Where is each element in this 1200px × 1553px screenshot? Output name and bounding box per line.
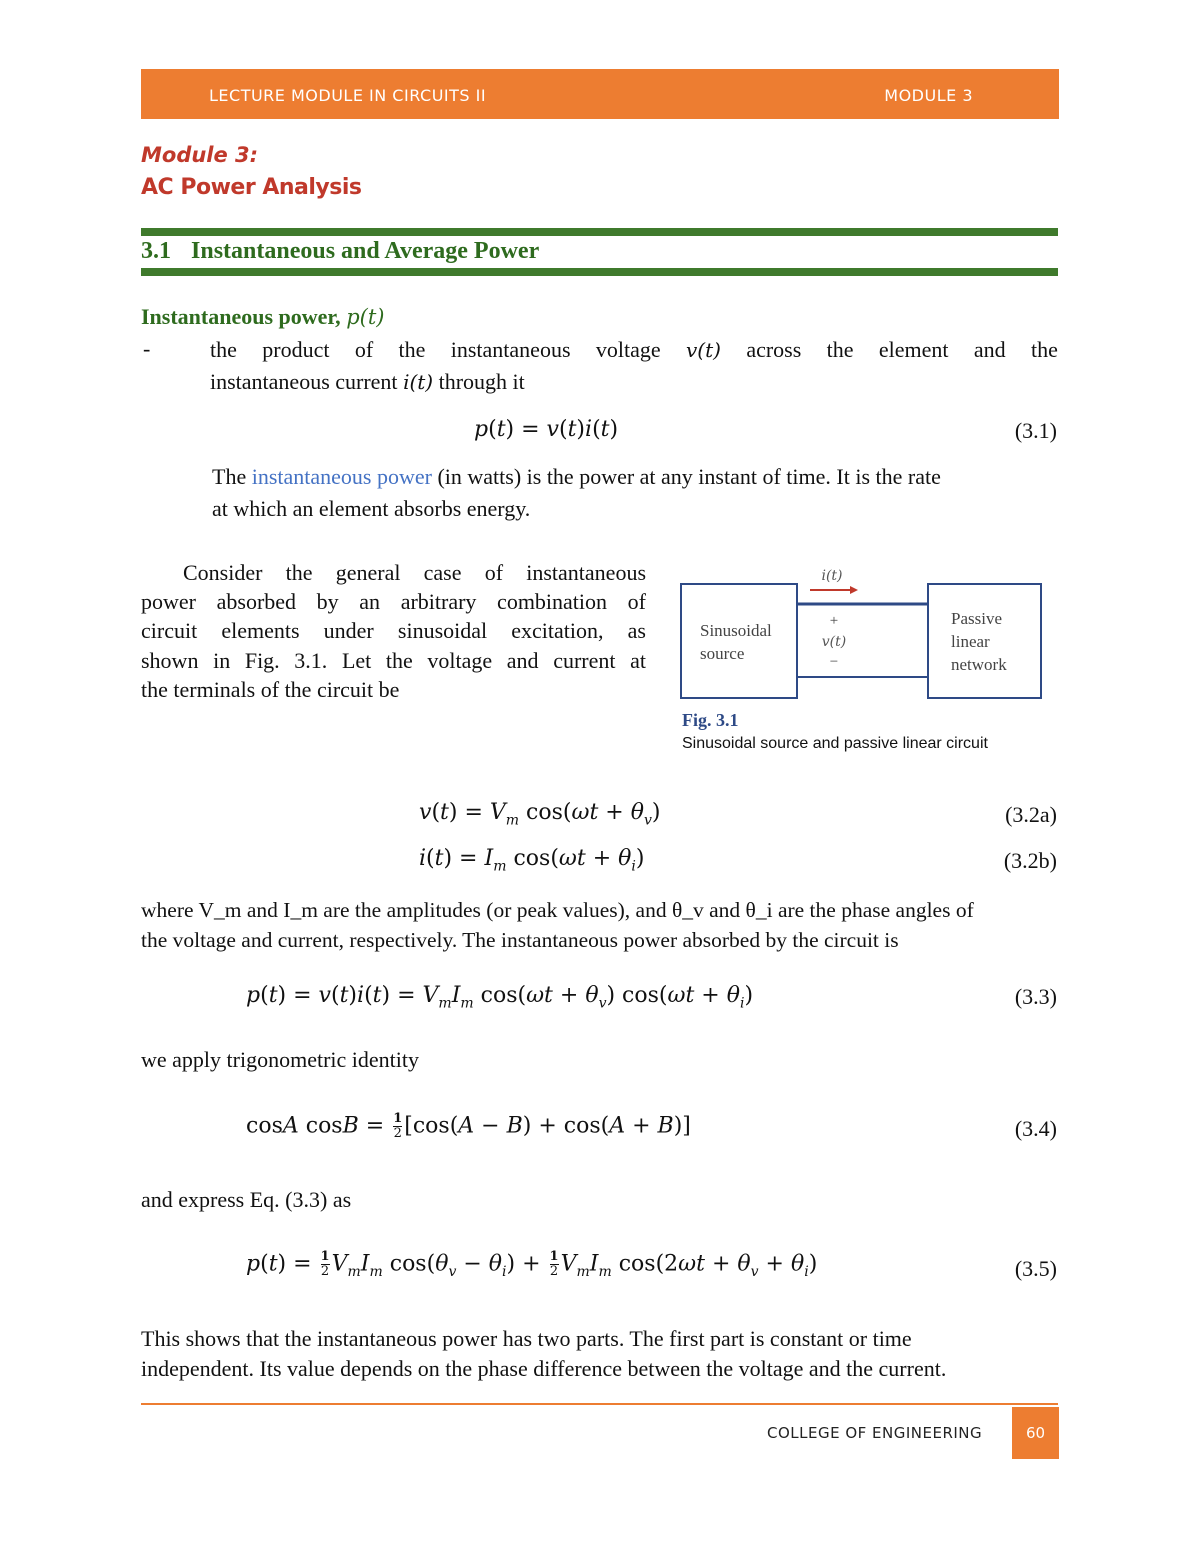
figure-caption-text: Sinusoidal source and passive linear circuit [682,735,988,752]
current-arrow-head [850,586,858,594]
bullet-word: the [826,337,854,362]
equation-number-3-1: (3.1) [1014,418,1057,443]
module-label: Module 3: [141,143,259,167]
figure-circuit-diagram [670,560,1060,710]
network-label-line-1: Passive [951,609,1002,628]
module-title: AC Power Analysis [141,175,362,200]
bullet-word: and [973,337,1006,362]
where-line-2: the voltage and current, respectively. The instantaneous power absorbed by the circuit is [141,928,899,952]
definition-line-2: at which an element absorbs energy. [212,496,531,521]
term-instantaneous-power: instantaneous power [251,464,432,489]
equation-number-3-2a: (3.2a) [1005,802,1057,827]
footer-rule [141,1403,1058,1405]
bullet-word: the [210,337,237,362]
section-rule-bottom [141,268,1058,276]
bullet-line-2: instantaneous current i(t) through it [210,369,525,394]
equation-number-3-5: (3.5) [1014,1256,1057,1281]
subheading-instantaneous-power: Instantaneous power, p(t) [141,304,385,329]
bullet-word: of [354,337,374,362]
section-number: 3.1 [141,238,171,264]
page-header [141,69,1059,119]
sinusoidal-source-box [681,584,797,698]
minus-sign: − [829,654,839,670]
equation-3-3: $p(t) = v(t)i(t) = V_mI_m$ $\cos(\omega t + \theta_v)$ $\cos(\omega t + \theta_i)$ [246,983,754,1012]
voltage-label: v(t) [821,634,847,650]
express-text: and express Eq. (3.3) as [141,1187,352,1212]
footer-page-number: 60 [1012,1407,1059,1459]
bullet-word: product [262,337,330,362]
bullet-word: instantaneous [450,337,571,362]
definition-line-1: The instantaneous power (in watts) is the power at any instant of time. It is the rate [212,464,941,489]
equation-number-3-2b: (3.2b) [1003,848,1057,873]
source-label-line-2: source [700,644,745,663]
footer-college: COLLEGE OF ENGINEERING [767,1424,983,1442]
bullet-word: v(t) [686,338,721,362]
bullet-word: voltage [595,337,661,362]
section-heading [141,238,539,265]
equation-3-5: p(t) = $\frac{1}{2}$ $V_mI_m$ $\cos(\theta_v - \theta_i)$ + $\frac{1}{2}$ $V_mI_m$ $\cos(2\omega t + \theta_v + \theta_i)$ [246,1249,818,1280]
equation-number-3-3: (3.3) [1014,984,1057,1009]
consider-line-1: Consider the general case of instantaneous [183,560,646,585]
network-label-line-3: network [951,655,1007,674]
section-title: Instantaneous and Average Power [191,238,540,264]
plus-sign: + [829,613,839,629]
closing-line-1: This shows that the instantaneous power has two parts. The first part is constant or time [141,1326,912,1351]
source-label-line-1: Sinusoidal [700,621,772,640]
equation-number-3-4: (3.4) [1014,1116,1057,1141]
bullet-word: element [878,337,949,362]
equation-3-4: cosA cosB = $\frac{1}{2}$ [cos(A − B) + cos(A + B)] [246,1111,691,1141]
equation-3-2a: $v(t) = V_m$ $\cos(\omega t + \theta_v)$ [419,800,661,829]
closing-line-2: independent. Its value depends on the phase difference between the voltage and the current. [141,1356,947,1381]
network-label-line-2: linear [951,632,990,651]
section-rule-top [141,228,1058,236]
consider-line-4: shown in Fig. 3.1. Let the voltage and current at [141,648,646,673]
current-label: i(t) [821,568,843,584]
subheading-symbol: p(t) [346,305,385,329]
bullet-dash: - [143,336,151,361]
bullet-line-1 [210,334,1058,366]
bullet-word: across [746,337,802,362]
apply-identity-text: we apply trigonometric identity [141,1047,419,1072]
bullet-word: the [1031,337,1058,362]
consider-line-2: power absorbed by an arbitrary combination of [141,589,646,614]
header-course-title: LECTURE MODULE IN CIRCUITS II [209,86,487,105]
consider-line-5: the terminals of the circuit be [141,677,400,702]
header-module-number: MODULE 3 [884,86,973,105]
equation-3-2b: $i(t) = I_m$ $\cos(\omega t + \theta_i)$ [419,846,645,875]
equation-3-1: p(t) = v(t)i(t) [474,417,619,442]
bullet-word: the [398,337,426,362]
figure-caption-label: Fig. 3.1 [682,710,739,730]
consider-line-3: circuit elements under sinusoidal excitation, as [141,618,646,643]
where-line-1: where V_m and I_m are the amplitudes (or peak values), and θ_v and θ_i are the phase angles of [141,898,974,922]
